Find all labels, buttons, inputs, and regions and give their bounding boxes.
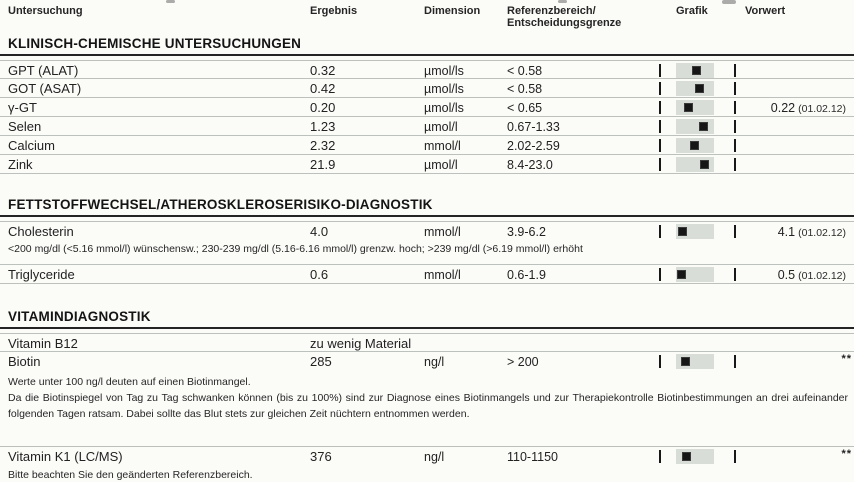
vorwert-cell xyxy=(742,117,854,136)
test-name: Zink xyxy=(8,157,33,172)
col-header-referenz-line1: Referenzbereich/ xyxy=(507,5,596,17)
scan-artifact xyxy=(722,0,736,4)
row-note-vitamin-k1: Bitte beachten Sie den geänderten Referenzbereich. xyxy=(8,469,253,481)
col-header-referenz-line2: Entscheidungsgrenze xyxy=(507,17,622,29)
col-header-ergebnis: Ergebnis xyxy=(310,5,358,17)
test-name: Vitamin B12 xyxy=(8,336,78,351)
vorwert-value: 0.5 xyxy=(777,268,796,282)
result-value: 0.20 xyxy=(310,100,336,115)
vorwert-cell xyxy=(742,155,854,174)
vorwert-date: (01.02.12) xyxy=(798,103,846,115)
reference-range: 0.6-1.9 xyxy=(507,267,546,282)
graph-cell xyxy=(656,222,742,241)
graph-cell xyxy=(656,334,742,353)
range-bar xyxy=(676,138,714,153)
result-value: 1.23 xyxy=(310,119,336,134)
result-marker xyxy=(692,66,701,75)
vorwert-cell xyxy=(742,265,854,284)
result-value: 285 xyxy=(310,354,332,369)
result-marker xyxy=(681,357,690,366)
graph-right-bound xyxy=(734,355,736,368)
footnote-flag: ** xyxy=(841,353,852,365)
result-value: 376 xyxy=(310,449,332,464)
graph-cell xyxy=(656,61,742,80)
col-header-untersuchung: Untersuchung xyxy=(8,5,83,17)
dimension-unit: µmol/ls xyxy=(424,100,464,115)
vorwert-value: 0.22 xyxy=(770,101,796,115)
vorwert-cell xyxy=(742,352,854,371)
graph-left-bound xyxy=(659,225,661,238)
result-value: 0.42 xyxy=(310,81,336,96)
table-row-vitamin-b12 xyxy=(0,333,854,352)
range-bar xyxy=(676,449,714,464)
graph-left-bound xyxy=(659,355,661,368)
table-row-selen xyxy=(0,117,854,136)
section-fettstoffwechsel xyxy=(0,194,854,284)
graph-right-bound xyxy=(734,82,736,95)
section-title: VITAMINDIAGNOSTIK xyxy=(0,306,854,329)
graph-cell xyxy=(656,117,742,136)
graph-right-bound xyxy=(734,139,736,152)
graph-cell xyxy=(656,265,742,284)
table-row-gpt xyxy=(0,60,854,79)
test-name: Cholesterin xyxy=(8,224,74,239)
dimension-unit: ng/l xyxy=(424,449,445,464)
reference-range: < 0.58 xyxy=(507,81,543,96)
table-row-vitamin-k1 xyxy=(0,446,854,465)
vorwert-cell xyxy=(742,222,854,241)
graph-left-bound xyxy=(659,158,661,171)
result-marker xyxy=(699,122,708,131)
dimension-unit: mmol/l xyxy=(424,138,461,153)
range-bar xyxy=(676,63,714,78)
result-marker xyxy=(695,84,704,93)
range-bar xyxy=(676,100,714,115)
dimension-unit: µmol/l xyxy=(424,157,458,172)
vorwert-cell xyxy=(742,79,854,98)
reference-range: < 0.58 xyxy=(507,63,543,78)
test-name: GPT (ALAT) xyxy=(8,63,79,78)
footnote-flag: ** xyxy=(841,448,852,460)
section-title: KLINISCH-CHEMISCHE UNTERSUCHUNGEN xyxy=(0,33,854,56)
result-value: 2.32 xyxy=(310,138,336,153)
vorwert-date: (01.02.12) xyxy=(798,227,846,239)
reference-range: 3.9-6.2 xyxy=(507,224,546,239)
dimension-unit: µmol/ls xyxy=(424,81,464,96)
result-value: 0.32 xyxy=(310,63,336,78)
graph-left-bound xyxy=(659,101,661,114)
col-header-vorwert: Vorwert xyxy=(745,5,786,17)
reference-range: 2.02-2.59 xyxy=(507,138,560,153)
vorwert-value: 4.1 xyxy=(777,225,796,239)
test-name: Calcium xyxy=(8,138,55,153)
col-header-dimension: Dimension xyxy=(424,5,481,17)
graph-left-bound xyxy=(659,139,661,152)
range-bar xyxy=(676,267,714,282)
scan-artifact xyxy=(166,0,175,3)
range-bar xyxy=(676,354,714,369)
reference-range: 8.4-23.0 xyxy=(507,157,553,172)
graph-cell xyxy=(656,447,742,466)
graph-cell xyxy=(656,136,742,155)
graph-right-bound xyxy=(734,120,736,133)
dimension-unit: µmol/l xyxy=(424,119,458,134)
test-name: γ-GT xyxy=(8,100,37,115)
range-bar xyxy=(676,119,714,134)
section-title: FETTSTOFFWECHSEL/ATHEROSKLEROSERISIKO-DIAGNOSTIK xyxy=(0,194,854,217)
section-rows xyxy=(0,60,854,174)
table-row-ggt xyxy=(0,98,854,117)
note-line: Da die Biotinspiegel von Tag zu Tag schwanken können (bis zu 100%) sind zur Diagnose eines Biotinmangels und zur Therapiekontrolle Biotinbestimmungen an drei aufeinander folgenden Tagen ratsam. Dabei sollte das Blut stets zur gleichen Zeit nüchtern entnommen werden. xyxy=(8,392,848,420)
table-header xyxy=(0,5,854,29)
reference-range: > 200 xyxy=(507,354,539,369)
graph-right-bound xyxy=(734,268,736,281)
vorwert-cell xyxy=(742,98,854,117)
table-row-cholesterin xyxy=(0,221,854,240)
graph-right-bound xyxy=(734,450,736,463)
graph-left-bound xyxy=(659,64,661,77)
scan-artifact xyxy=(558,0,567,3)
range-bar xyxy=(676,157,714,172)
range-bar xyxy=(676,81,714,96)
reference-range: 110-1150 xyxy=(507,449,558,464)
graph-right-bound xyxy=(734,101,736,114)
table-row-got xyxy=(0,79,854,98)
table-row-calcium xyxy=(0,136,854,155)
graph-cell xyxy=(656,79,742,98)
graph-right-bound xyxy=(734,158,736,171)
graph-left-bound xyxy=(659,268,661,281)
result-value: zu wenig Material xyxy=(310,336,412,351)
result-value: 4.0 xyxy=(310,224,329,239)
test-name: GOT (ASAT) xyxy=(8,81,82,96)
dimension-unit: mmol/l xyxy=(424,224,461,239)
result-marker xyxy=(682,452,691,461)
result-marker xyxy=(677,270,686,279)
test-name: Biotin xyxy=(8,354,41,369)
result-marker xyxy=(684,103,693,112)
result-marker xyxy=(690,141,699,150)
vorwert-cell xyxy=(742,61,854,80)
vorwert-cell xyxy=(742,136,854,155)
vorwert-cell xyxy=(742,447,854,466)
graph-right-bound xyxy=(734,64,736,77)
result-marker xyxy=(700,160,709,169)
col-header-grafik: Grafik xyxy=(676,5,708,17)
result-value: 21.9 xyxy=(310,157,336,172)
reference-range: < 0.65 xyxy=(507,100,543,115)
graph-left-bound xyxy=(659,82,661,95)
graph-left-bound xyxy=(659,450,661,463)
section-rows xyxy=(0,221,854,284)
dimension-unit: ng/l xyxy=(424,354,445,369)
vorwert-cell xyxy=(742,334,854,353)
dimension-unit: µmol/ls xyxy=(424,63,464,78)
test-name: Selen xyxy=(8,119,42,134)
graph-left-bound xyxy=(659,120,661,133)
graph-cell xyxy=(656,352,742,371)
graph-cell xyxy=(656,98,742,117)
table-row-biotin xyxy=(0,352,854,371)
dimension-unit: mmol/l xyxy=(424,267,461,282)
section-vitamindiagnostik xyxy=(0,306,854,482)
table-row-zink xyxy=(0,155,854,174)
vorwert-date: (01.02.12) xyxy=(798,270,846,282)
row-note-cholesterin: <200 mg/dl (<5.16 mmol/l) wünschensw.; 230-239 mg/dl (5.16-6.16 mmol/l) grenzw. hoch; >239 mg/dl (>6.19 mmol/l) erhöht xyxy=(0,240,854,265)
graph-right-bound xyxy=(734,225,736,238)
section-klinisch-chemisch xyxy=(0,33,854,174)
col-header-referenzbereich xyxy=(507,5,656,29)
row-notes-biotin xyxy=(0,371,854,422)
test-name: Vitamin K1 (LC/MS) xyxy=(8,449,123,464)
table-row-triglyceride xyxy=(0,265,854,284)
section-rows xyxy=(0,333,854,482)
range-bar xyxy=(676,224,714,239)
result-marker xyxy=(678,227,687,236)
result-value: 0.6 xyxy=(310,267,329,282)
graph-cell xyxy=(656,155,742,174)
note-line: Werte unter 100 ng/l deuten auf einen Biotinmangel. xyxy=(8,376,251,388)
test-name: Triglyceride xyxy=(8,267,75,282)
reference-range: 0.67-1.33 xyxy=(507,119,560,134)
